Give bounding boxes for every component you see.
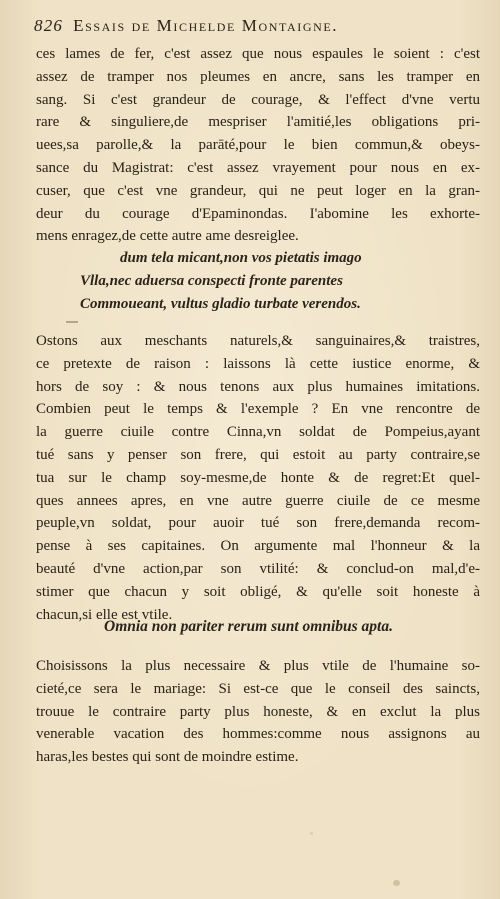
text-line: hors de soy : & nous tenons aux plus humaines imitations. (36, 378, 480, 395)
text-line: tué sans y penser son frere, qui estoit au party contraire,se (36, 446, 480, 463)
text-line: sang. Si c'est grandeur de courage, & l'effect d'vne vertu (36, 91, 480, 108)
text-line: chacun,si elle est vtile. (36, 606, 173, 623)
text-line: uees,sa parolle,& la parāté,pour le bien commun,& obeys- (36, 137, 480, 154)
text-line: ces lames de fer, c'est assez que nous espaules le soient : c'est (36, 46, 480, 62)
verse-line: dum tela micant,non vos pietatis imago (120, 250, 362, 266)
text-line: tua sur le champ soy-mesme,de honte & de regret:Et quel- (36, 469, 480, 486)
text-line: cuser, que c'est vne grandeur, qui ne peut loger en la gran- (36, 182, 480, 199)
latin-verse-quotation (104, 615, 393, 638)
text-line: Combien peut le temps & l'exemple ? En vne rencontre de (36, 401, 480, 418)
running-title: Essais de Michelde Montaigne. (73, 16, 339, 35)
text-line: peuple,vn soldat, pour auoir tué son frere,demanda recom- (36, 515, 480, 532)
text-line: trouue le contraire party plus honeste, & en exclut la plus (36, 703, 480, 720)
text-line: venerable vacation des hommes:comme nous assignons au (36, 726, 480, 743)
text-line: cieté,ce sera le mariage: Si est-ce que le conseil des saincts, (36, 680, 480, 697)
verse-line: Omnia non pariter rerum sunt omnibus apta. (104, 618, 393, 635)
paragraph-2 (36, 330, 480, 626)
paper-stain (393, 880, 400, 886)
latin-verse-quotation (80, 247, 362, 316)
text-line: mens enragez,de cette autre ame desreiglee. (36, 228, 299, 245)
text-line: Ostons aux meschants naturels,& sanguinaires,& traistres, (36, 333, 480, 349)
text-line: Choisissons la plus necessaire & plus vtile de l'humaine so- (36, 658, 480, 674)
verse-line: Vlla,nec aduersa conspecti fronte parentes (80, 273, 343, 289)
text-line: sance du Magistrat: c'est assez vrayement pour nous en ex- (36, 159, 480, 176)
verse-line: Commoueant, vultus gladio turbate verendos. (80, 296, 361, 312)
text-line: stimer que chacun y soit obligé, & qu'elle soit honeste à (36, 583, 480, 600)
text-line: ce pretexte de raison : laissons là cette iustice enorme, & (36, 355, 480, 372)
page-number: 826 (34, 16, 64, 35)
ink-mark (66, 321, 78, 323)
paragraph-1 (36, 43, 480, 248)
text-line: deur du courage d'Epaminondas. I'abomine les exhorte- (36, 205, 480, 222)
text-line: assez de tramper nos pleumes en ancre, sans les tramper en (36, 68, 480, 85)
text-line: beauté d'vne action,par son vtilité: & conclud-on mal,d'e- (36, 560, 480, 577)
paper-stain (310, 832, 313, 835)
text-line: rare & singuliere,de mespriser l'amitié,les obligations pri- (36, 114, 480, 131)
text-line: haras,les bestes qui sont de moindre estime. (36, 749, 299, 766)
running-head (34, 16, 474, 40)
text-line: ques annees apres, en vne autre guerre ciuile de ce mesme (36, 492, 480, 509)
paragraph-3 (36, 655, 480, 769)
text-line: pense à ses capitaines. On argumente mal l'honneur & la (36, 538, 480, 555)
text-line: la guerre ciuile contre Cinna,vn soldat de Pompeius,ayant (36, 424, 480, 441)
